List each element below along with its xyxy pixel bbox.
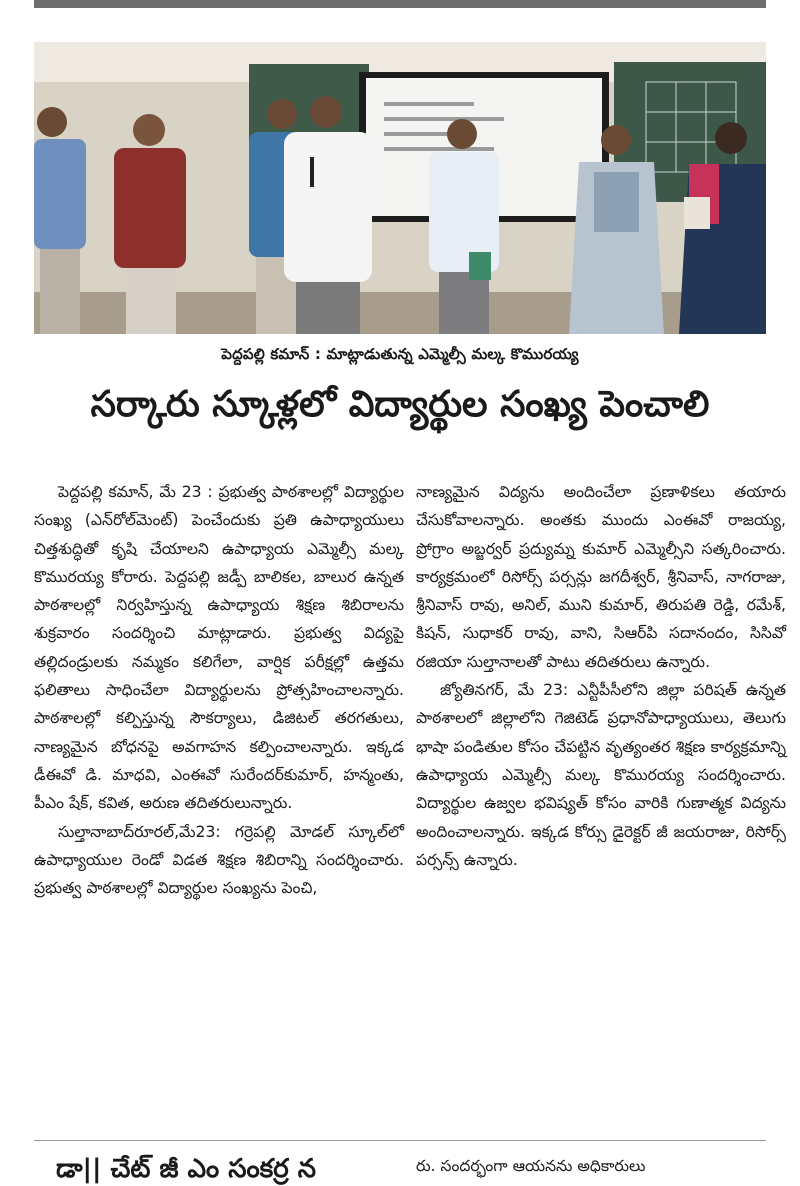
article-photo	[34, 42, 766, 334]
article-column-left	[34, 478, 404, 902]
article-headline: సర్కారు స్కూళ్లలో విద్యార్థుల సంఖ్య పెంచాలి	[90, 384, 710, 425]
paragraph-jyothinagar: జ్యోతినగర్, మే 23: ఎన్టీపీసీలోని జిల్లా పరిషత్ ఉన్నత పాఠశాలలో జిల్లాలోని గెజిటెడ్ ప్రధానోపాధ్యాయులు, తెలుగు భాషా పండితుల కోసం చేపట్టిన వృత్యంతర శిక్షణ కార్యక్రమాన్ని ఉపాధ్యాయ ఎమ్మెల్సీ మల్క కొమురయ్య సందర్శించారు. విద్యార్థుల ఉజ్వల భవిష్యత్ కోసం వారికి గుణాత్మక విద్యను అందించాలన్నారు. ఇక్కడ కోర్సు డైరెక్టర్ జీ జయరాజు, రిసోర్స్ పర్సన్స్ ఉన్నారు.	[416, 681, 786, 869]
section-divider	[34, 1140, 766, 1141]
next-article-body: రు. సందర్భంగా ఆయనను అధికారులు	[416, 1157, 646, 1175]
paragraph-sultanabad: సుల్తానాబాద్‌రూరల్,మే23: గర్రెపల్లి మోడల్ స్కూల్‌లో ఉపాధ్యాయుల రెండో విడత శిక్షణ శిబిరాన్ని సందర్శించారు. ప్రభుత్వ పాఠశాలల్లో విద్యార్థుల సంఖ్యను పెంచి,	[34, 822, 404, 898]
photo-caption: పెద్దపల్లి కమాన్ : మాట్లాడుతున్న ఎమ్మెల్సీ మల్క కొమురయ్య	[221, 345, 579, 363]
top-rule	[34, 0, 766, 8]
next-article-headline: డా|| చేట్ జీ ఎం సంకర్ర న	[56, 1154, 316, 1184]
article-column-right	[416, 478, 786, 874]
paragraph-peddapalli: పెద్దపల్లి కమాన్, మే 23 : ప్రభుత్వ పాఠశాలల్లో విద్యార్థుల సంఖ్య (ఎన్‌రోల్‌మెంట్) పెంచేందుకు ప్రతి ఉపాధ్యాయులు చిత్తశుద్ధితో కృషి చేయాలని ఉపాధ్యాయ ఎమ్మెల్సీ మల్క కొమురయ్య కోరారు. పెద్దపల్లి జడ్పీ బాలికల, బాలుర ఉన్నత పాఠశాలల్లో నిర్వహిస్తున్న ఉపాధ్యాయ శిక్షణ శిబిరాలను శుక్రవారం సందర్శించి మాట్లాడారు. ప్రభుత్వ విద్యపై తల్లిదండ్రులకు నమ్మకం కలిగేలా, వార్షిక పరీక్షల్లో ఉత్తమ ఫలితాలు సాధించేలా విద్యార్థులను ప్రోత్సహించాలన్నారు. పాఠశాలల్లో కల్పిస్తున్న సౌకర్యాలు, డిజిటల్ తరగతులు, నాణ్యమైన బోధనపై అవగాహన కల్పించాలన్నారు. ఇక్కడ డీఈవో డి. మాధవి, ఎంఈవో సురేందర్‌కుమార్, హన్మంతు, పీఎం షేక్, కవిత, అరుణ తదితరులున్నారు.	[34, 483, 404, 813]
paragraph-continued: నాణ్యమైన విద్యను అందించేలా ప్రణాళికలు తయారు చేసుకోవాలన్నారు. అంతకు ముందు ఎంఈవో రాజయ్య, ప్రోగ్రాం అబ్జర్వర్ ప్రద్యుమ్న కుమార్ ఎమ్మెల్సీని సత్కరించారు. కార్యక్రమంలో రిసోర్స్ పర్సన్లు జగదీశ్వర్, శ్రీనివాస్, నాగరాజు, శ్రీనివాస్ రావు, అనిల్, ముని కుమార్, తిరుపతి రెడ్డి, రమేశ్, కిషన్, సుధాకర్ రావు, వాని, సిఆర్‌పి సదానందం, సిసివో రజియా సుల్తానాలతో పాటు తదితరులు ఉన్నారు.	[416, 483, 786, 671]
